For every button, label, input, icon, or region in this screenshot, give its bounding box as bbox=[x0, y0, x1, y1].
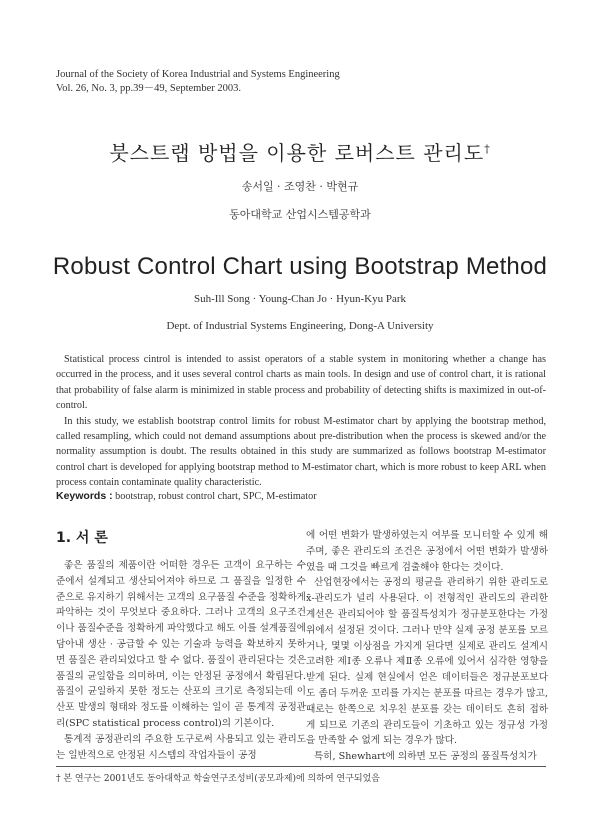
left-column bbox=[56, 528, 306, 763]
footnote-divider bbox=[56, 766, 546, 767]
abstract-paragraph: In this study, we establish bootstrap control limits for robust M-estimator chart by applying the bootstrap method, called resampling, which could not demand assumptions about pre-distribution when the process is skewed and/or the normality assumption is doubt. The results obtained in this study are summarized as follows bootstrap M-estimator control chart is developed for applying bootstrap method to M-estimator chart, which is more robust to keep ARL when process contain contaminate quality characteristic. bbox=[56, 415, 546, 489]
korean-authors: 송서일 · 조영찬 · 박현규 bbox=[241, 180, 359, 193]
body-paragraph: 좋은 품질의 제품이란 어떠한 경우든 고객이 요구하는 수준에서 설계되고 생산되어져야 하므로 그 품질을 일정한 수준으로 유지하기 위해서는 고객의 요구품질 수준을 정확하게 파악하는 것이 무엇보다 중요하다. 그러나 고객의 요구조건이나 품질수준을 정확하게 파악했다고 해도 이를 설계품질에 담아내 생산 · 공급할 수 있는 기술과 능력을 확보하지 못하면 품질은 관리되었다고 할 수 없다. 품질이 관리된다는 것은 품질의 균일함을 의미하며, 이는 안정된 공정에서 확립된다. 품질이 균일하지 못한 정도는 산포의 크기로 측정되는데 이 산포 발생의 형태와 정도를 이해하는 일이 곧 통계적 공정관리(SPC statistical process control)의 기본이다. bbox=[56, 560, 306, 729]
section-heading: 1. 서 론 bbox=[56, 530, 108, 546]
korean-affiliation: 동아대학교 산업시스템공학과 bbox=[229, 208, 371, 221]
journal-name: Journal of the Society of Korea Industrial and Systems Engineering bbox=[56, 69, 340, 80]
korean-title bbox=[0, 137, 600, 166]
keywords-label: Keywords : bbox=[56, 490, 113, 502]
english-title: Robust Control Chart using Bootstrap Method bbox=[52, 253, 548, 280]
body-paragraph: 에 어떤 변화가 발생하였는지 여부를 모니터할 수 있게 해주며, 좋은 관리도의 조건은 공정에서 어떤 변화가 발생하였을 때 그것을 빠르게 검출해야 한다는 것이다. bbox=[306, 530, 548, 573]
abstract bbox=[56, 352, 546, 491]
english-authors: Suh-Ill Song · Young-Chan Jo · Hyun-Kyu Park bbox=[193, 293, 407, 305]
keywords bbox=[56, 490, 317, 502]
abstract-paragraph: Statistical process cintrol is intended to assist operators of a stable system in monitoring whether a change has occurred in the process, and it uses several control charts as main tools. In design and use of control chart, it is rational that probability of false alarm is minimized in stable process and probability of detecting shifts is maximized in out-of-control. bbox=[56, 354, 546, 412]
korean-title-text: 붓스트랩 방법을 이용한 로버스트 관리도 bbox=[109, 141, 485, 165]
right-column bbox=[306, 528, 548, 765]
body-paragraph: 특히, Shewhart에 의하면 모든 공정의 품질특성치가 bbox=[314, 751, 537, 763]
journal-header bbox=[56, 68, 340, 96]
english-affiliation: Dept. of Industrial Systems Engineering, Dong-A University bbox=[166, 320, 434, 332]
footnote-mark: † bbox=[484, 142, 491, 156]
footnote: † 본 연구는 2001년도 동아대학교 학술연구조성비(공모과제)에 의하여 연구되었음 bbox=[56, 774, 380, 784]
keywords-text: bootstrap, robust control chart, SPC, M-estimator bbox=[115, 491, 317, 502]
journal-volume: Vol. 26, No. 3, pp.39－49, September 2003. bbox=[56, 83, 242, 94]
body-paragraph: 산업현장에서는 공정의 평균을 관리하기 위한 관리도로 x̄-관리도가 널리 사용된다. 이 전형적인 관리도의 관리한계선은 관리되어야 할 품질특성치가 정규분포한다는 가정 위에서 설정된 것이다. 그러나 만약 실제 공정 분포를 모르거나, 몇몇 이상점을 가지게 된다면 실제로 관리도 설계시 고려한 제Ⅰ종 오류나 제Ⅱ종 오류에 있어서 심각한 영향을 받게 된다. 실제 현실에서 얻은 데이터들은 정규분포보다도 좀더 두꺼운 꼬리를 가지는 분포를 따르는 경우가 많고, 때로는 한쪽으로 치우친 분포를 갖는 데이터도 흔히 접하게 되므로 기존의 관리도들이 기초하고 있는 정규성 가정을 만족할 수 없게 되는 경우가 많다. bbox=[306, 577, 548, 747]
body-paragraph: 통계적 공정관리의 주요한 도구로써 사용되고 있는 관리도는 일반적으로 안정된 시스템의 작업자들이 공정 bbox=[56, 733, 306, 761]
